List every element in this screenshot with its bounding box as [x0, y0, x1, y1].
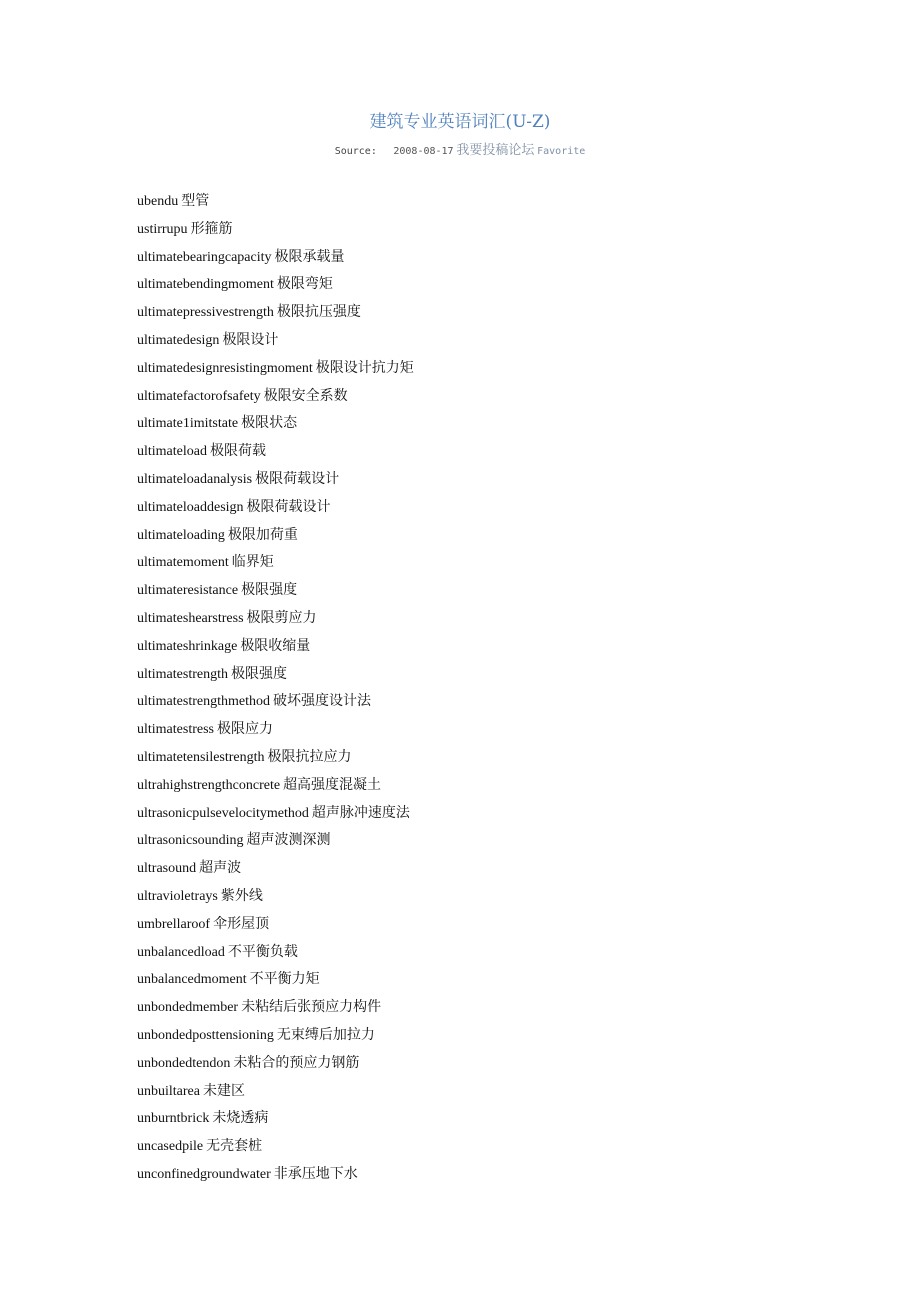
- meta-line: [0, 141, 920, 162]
- term-english: ultimateshrinkage: [137, 638, 238, 654]
- term-row: [137, 577, 414, 605]
- term-english: unburntbrick: [137, 1111, 210, 1127]
- term-row: [137, 855, 414, 883]
- term-english: ultravioletrays: [137, 888, 218, 904]
- term-english: ultimatemoment: [137, 555, 229, 571]
- term-english: unbondedmember: [137, 1000, 239, 1016]
- term-row: [137, 994, 414, 1022]
- term-chinese: 超声波: [199, 861, 242, 877]
- term-chinese: 超高强度混凝土: [283, 777, 382, 793]
- favorite-link[interactable]: Favorite: [537, 146, 586, 157]
- term-english: unbalancedmoment: [137, 972, 247, 988]
- date-text: 2008-08-17: [393, 146, 454, 157]
- term-chinese: 极限强度: [230, 666, 287, 682]
- term-chinese: 极限安全系数: [263, 388, 348, 404]
- term-english: ultimatetensilestrength: [137, 749, 265, 765]
- term-chinese: 超声波测深测: [246, 833, 331, 849]
- term-english: ultimatepressivestrength: [137, 305, 274, 321]
- term-english: unbondedtendon: [137, 1055, 231, 1071]
- term-row: [137, 911, 414, 939]
- term-row: [137, 966, 414, 994]
- term-chinese: 紫外线: [220, 888, 263, 904]
- term-row: [137, 383, 414, 411]
- term-chinese: 未建区: [202, 1083, 245, 1099]
- term-chinese: 极限收缩量: [240, 638, 311, 654]
- term-english: ultimateresistance: [137, 583, 239, 599]
- term-chinese: 非承压地下水: [273, 1166, 358, 1182]
- term-chinese: 无束缚后加拉力: [276, 1027, 375, 1043]
- term-english: ultimatedesign: [137, 332, 220, 348]
- term-english: ultimatefactorofsafety: [137, 388, 261, 404]
- term-row: [137, 438, 414, 466]
- term-chinese: 伞形屋顶: [213, 916, 270, 932]
- term-row: [137, 827, 414, 855]
- term-row: [137, 661, 414, 689]
- term-english: umbrellaroof: [137, 916, 211, 932]
- term-row: [137, 1161, 414, 1189]
- term-row: [137, 772, 414, 800]
- term-english: ultimatebearingcapacity: [137, 249, 272, 265]
- term-english: ultimateloaddesign: [137, 499, 244, 515]
- term-row: [137, 1050, 414, 1078]
- term-chinese: 极限应力: [217, 722, 273, 738]
- term-row: [137, 1133, 414, 1161]
- term-row: [137, 494, 414, 522]
- term-english: ultimatestrength: [137, 666, 228, 682]
- term-chinese: 未粘结后张预应力构件: [241, 1000, 382, 1016]
- term-row: [137, 633, 414, 661]
- forum-link[interactable]: 论坛: [508, 143, 535, 158]
- term-chinese: 无壳套桩: [206, 1139, 263, 1155]
- term-english: ultimatestrengthmethod: [137, 694, 270, 710]
- page-title: 建筑专业英语词汇(U-Z): [369, 112, 551, 132]
- term-chinese: 极限强度: [241, 583, 298, 599]
- term-row: [137, 883, 414, 911]
- term-row: [137, 688, 414, 716]
- term-english: ultimateload: [137, 444, 207, 460]
- term-row: [137, 605, 414, 633]
- term-row: [137, 188, 414, 216]
- term-row: [137, 271, 414, 299]
- term-english: unbuiltarea: [137, 1083, 200, 1099]
- source-label: Source:: [334, 146, 377, 157]
- term-english: ultimatebendingmoment: [137, 277, 274, 293]
- term-chinese: 极限荷载设计: [255, 471, 340, 487]
- term-english: ultrasound: [137, 861, 197, 877]
- term-chinese: 临界矩: [231, 555, 274, 571]
- term-row: [137, 939, 414, 967]
- term-row: [137, 216, 414, 244]
- term-chinese: 极限状态: [241, 416, 298, 432]
- term-row: [137, 355, 414, 383]
- term-chinese: 极限弯矩: [276, 277, 333, 293]
- term-english: unconfinedgroundwater: [137, 1166, 271, 1182]
- term-english: ultimateloadanalysis: [137, 471, 253, 487]
- term-chinese: 未烧透病: [212, 1111, 269, 1127]
- term-chinese: 不平衡力矩: [249, 972, 320, 988]
- term-english: ultimatestress: [137, 722, 214, 738]
- term-english: ultrahighstrengthconcrete: [137, 777, 281, 793]
- term-chinese: 极限荷载: [209, 444, 266, 460]
- term-english: ultimateshearstress: [137, 610, 244, 626]
- term-chinese: 极限抗拉应力: [267, 749, 352, 765]
- term-row: [137, 800, 414, 828]
- term-row: [137, 410, 414, 438]
- term-row: [137, 466, 414, 494]
- term-row: [137, 716, 414, 744]
- term-row: [137, 522, 414, 550]
- submit-link[interactable]: 我要投稿: [456, 143, 509, 158]
- term-chinese: 未粘合的预应力钢筋: [233, 1055, 360, 1071]
- term-english: ultimatedesignresistingmoment: [137, 360, 313, 376]
- term-row: [137, 1078, 414, 1106]
- term-row: [137, 1105, 414, 1133]
- term-chinese: 极限加荷重: [227, 527, 298, 543]
- term-chinese: 形箍筋: [190, 221, 233, 237]
- term-english: ubendu: [137, 194, 179, 209]
- term-english: unbalancedload: [137, 944, 225, 960]
- term-english: uncasedpile: [137, 1139, 204, 1155]
- term-chinese: 极限设计: [222, 332, 279, 348]
- term-list: [137, 188, 414, 1189]
- term-chinese: 极限设计抗力矩: [315, 360, 414, 376]
- term-row: [137, 327, 414, 355]
- term-row: [137, 244, 414, 272]
- term-english: ultrasonicpulsevelocitymethod: [137, 805, 309, 821]
- term-english: unbondedposttensioning: [137, 1027, 274, 1043]
- term-chinese: 型管: [181, 194, 210, 209]
- term-english: ultimate1imitstate: [137, 416, 239, 432]
- term-chinese: 极限剪应力: [246, 610, 317, 626]
- term-chinese: 极限抗压强度: [276, 305, 361, 321]
- term-chinese: 极限荷载设计: [246, 499, 331, 515]
- term-row: [137, 549, 414, 577]
- term-row: [137, 744, 414, 772]
- term-chinese: 破坏强度设计法: [272, 694, 371, 710]
- term-row: [137, 299, 414, 327]
- term-english: ultrasonicsounding: [137, 833, 244, 849]
- term-chinese: 不平衡负载: [227, 944, 298, 960]
- term-english: ultimateloading: [137, 527, 225, 543]
- term-chinese: 超声脉冲速度法: [311, 805, 410, 821]
- term-row: [137, 1022, 414, 1050]
- term-english: ustirrupu: [137, 221, 188, 237]
- term-chinese: 极限承载量: [274, 249, 345, 265]
